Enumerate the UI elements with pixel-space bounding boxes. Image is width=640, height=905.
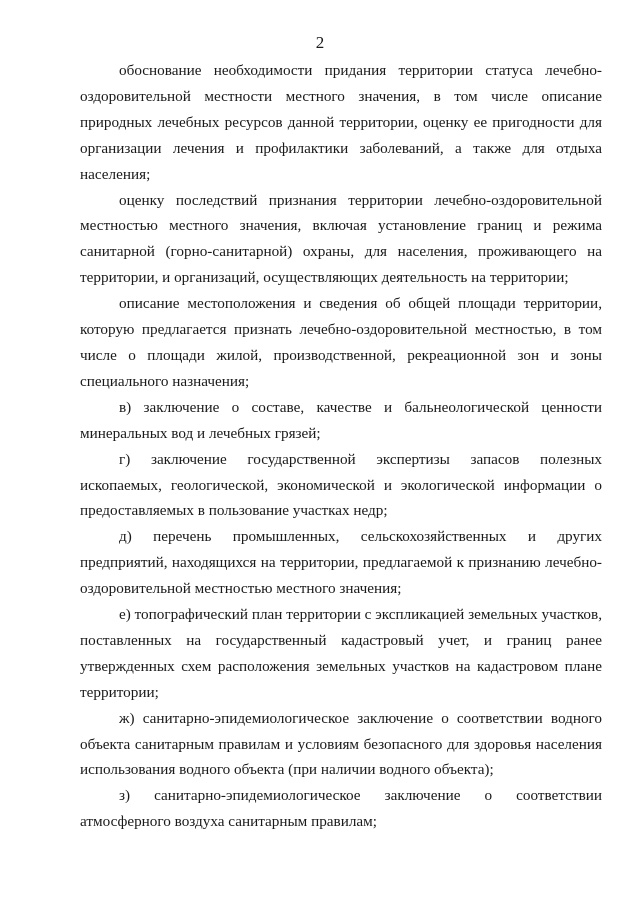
paragraph-item-z: з) санитарно-эпидемиологическое заключение о соответствии атмосферного воздуха санитарным правилам; [80,787,602,831]
paragraph-item-zh: ж) санитарно-эпидемиологическое заключение о соответствии водного объекта санитарным правилам и условиям безопасного для здоровья населения использования водного объекта (при наличии водного объекта); [80,709,602,779]
paragraph-justification: обоснование необходимости придания территории статуса лечебно-оздоровительной местности местного значения, в том числе описание природных лечебных ресурсов данной территории, оценку ее пригодности для организации лечения и профилактики заболеваний, а также для отдыха населения; [80,62,602,183]
page-number: 2 [315,33,325,52]
paragraph-item-d: д) перечень промышленных, сельскохозяйственных и других предприятий, находящихся на территории, предлагаемой к признанию лечебно-оздоровительной местностью местного значения; [80,528,602,598]
paragraph-item-v: в) заключение о составе, качестве и бальнеологической ценности минеральных вод и лечебных грязей; [80,398,602,442]
paragraph-item-e: е) топографический план территории с экспликацией земельных участков, поставленных на государственный кадастровый учет, и границ ранее утвержденных схем расположения земельных участков на кадастровом плане территории; [80,606,602,701]
paragraph-consequences-assessment: оценку последствий признания территории лечебно-оздоровительной местностью местного значения, включая установление границ и режима санитарной (горно-санитарной) охраны, для населения, проживающего на территории, и организаций, осуществляющих деятельность на территории; [80,191,602,287]
paragraph-item-g: г) заключение государственной экспертизы запасов полезных ископаемых, геологической, экономической и экологической информации о предоставляемых в пользование участках недр; [80,450,602,520]
paragraph-location-description: описание местоположения и сведения об общей площади территории, которую предлагается признать лечебно-оздоровительной местностью, в том числе о площади жилой, производственной, рекреационной зон и зоны специального назначения; [80,295,602,390]
document-body [80,58,602,835]
